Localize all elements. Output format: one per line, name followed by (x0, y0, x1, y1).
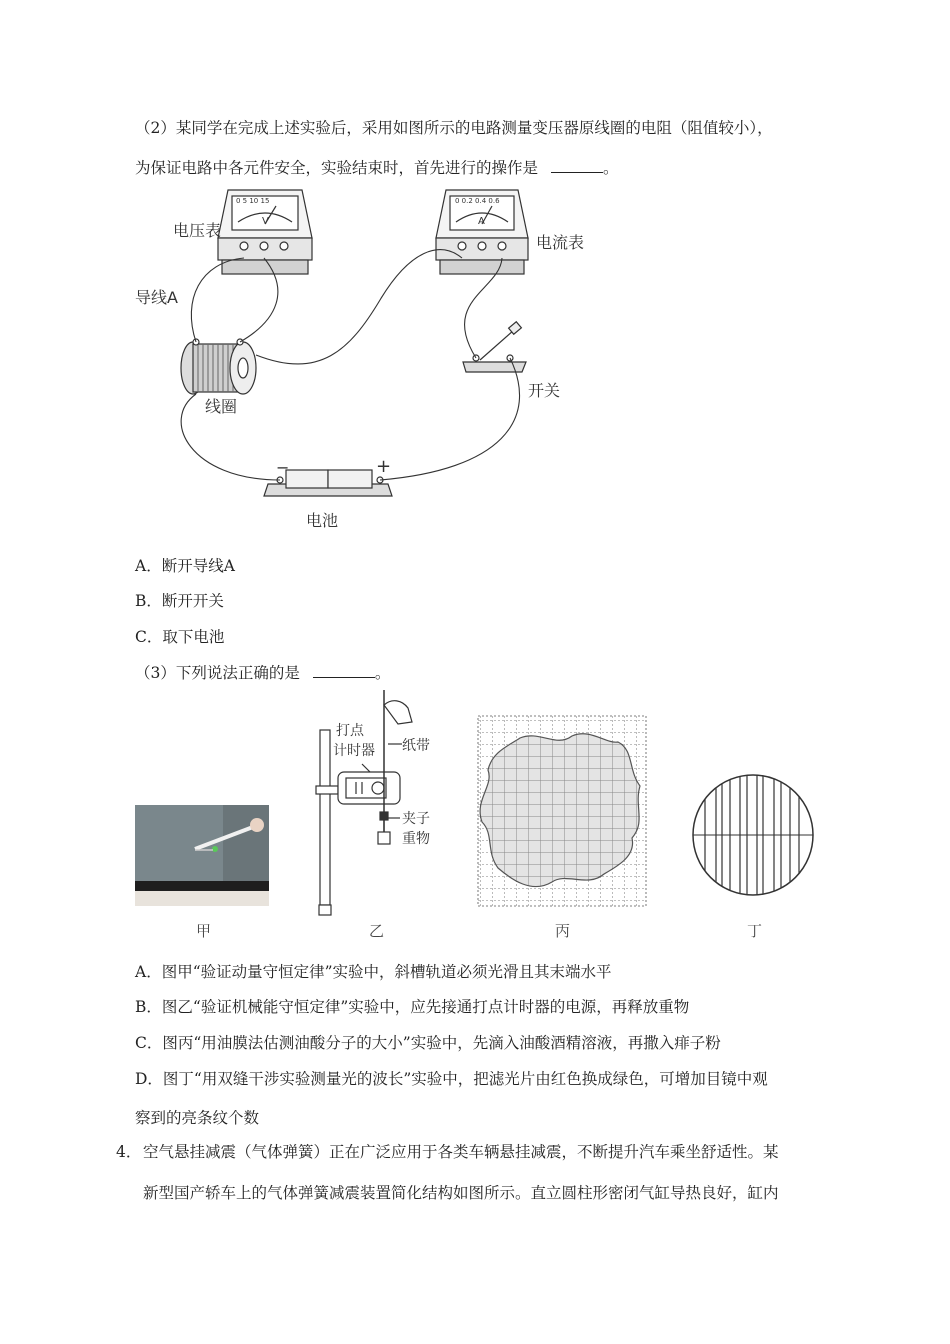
caption-yi: 乙 (369, 922, 385, 940)
wire-a-label: 导线A (135, 288, 178, 307)
tape-label: 纸带 (402, 738, 430, 754)
voltmeter-unit: V (262, 216, 269, 227)
q3-option-a[interactable]: A．图甲“验证动量守恒定律”实验中，斜槽轨道必须光滑且其末端水平 (135, 963, 612, 981)
battery-plus: + (376, 456, 392, 477)
voltmeter-label: 电压表 (173, 221, 222, 240)
clip-label: 夹子 (402, 811, 430, 827)
coil-label: 线圈 (205, 397, 238, 416)
battery-label: 电池 (306, 511, 339, 530)
q2-option-c[interactable]: C．取下电池 (135, 628, 225, 646)
caption-bing: 丙 (555, 922, 571, 940)
q4-line1: 空气悬挂减震（气体弹簧）正在广泛应用于各类车辆悬挂减震，不断提升汽车乘坐舒适性。某 (143, 1143, 779, 1161)
q2-line2-text: 为保证电路中各元件安全，实验结束时，首先进行的操作是 (135, 159, 539, 177)
q2-line1: （2）某同学在完成上述实验后，采用如图所示的电路测量变压器原线圈的电阻（阻值较小）， (135, 119, 773, 137)
q4-number: 4． (116, 1143, 142, 1161)
ammeter-label: 电流表 (536, 233, 585, 252)
q3-option-c[interactable]: C．图丙“用油膜法估测油酸分子的大小”实验中，先滴入油酸酒精溶液，再撒入痱子粉 (135, 1034, 721, 1052)
battery-minus: − (276, 458, 290, 477)
timer-label-1: 打点 (336, 723, 364, 739)
ammeter-unit: A (478, 216, 485, 227)
timer-label-2: 计时器 (333, 743, 375, 759)
q2-option-b[interactable]: B．断开开关 (135, 592, 224, 610)
q3-option-b[interactable]: B．图乙“验证机械能守恒定律”实验中，应先接通打点计时器的电源，再释放重物 (135, 998, 690, 1016)
switch-label: 开关 (528, 381, 561, 400)
voltmeter-scale: 0 5 10 15 (236, 197, 270, 205)
q4-line2: 新型国产轿车上的气体弹簧减震装置简化结构如图所示。直立圆柱形密闭气缸导热良好，缸内 (143, 1184, 779, 1202)
ammeter-scale: 0 0.2 0.4 0.6 (455, 197, 500, 205)
q3-end: 。 (374, 664, 391, 682)
q3-option-d-cont: 察到的亮条纹个数 (135, 1109, 260, 1127)
caption-ding: 丁 (747, 922, 763, 940)
q3-option-d[interactable]: D．图丁“用双缝干涉实验测量光的波长”实验中，把滤光片由红色换成绿色，可增加目镜中观 (135, 1070, 768, 1088)
q2-end: 。 (602, 159, 619, 177)
caption-jia: 甲 (196, 922, 212, 940)
q3-stem-text: （3）下列说法正确的是 (135, 664, 300, 682)
q2-option-a[interactable]: A．断开导线A (135, 557, 235, 575)
weight-label: 重物 (402, 831, 430, 847)
